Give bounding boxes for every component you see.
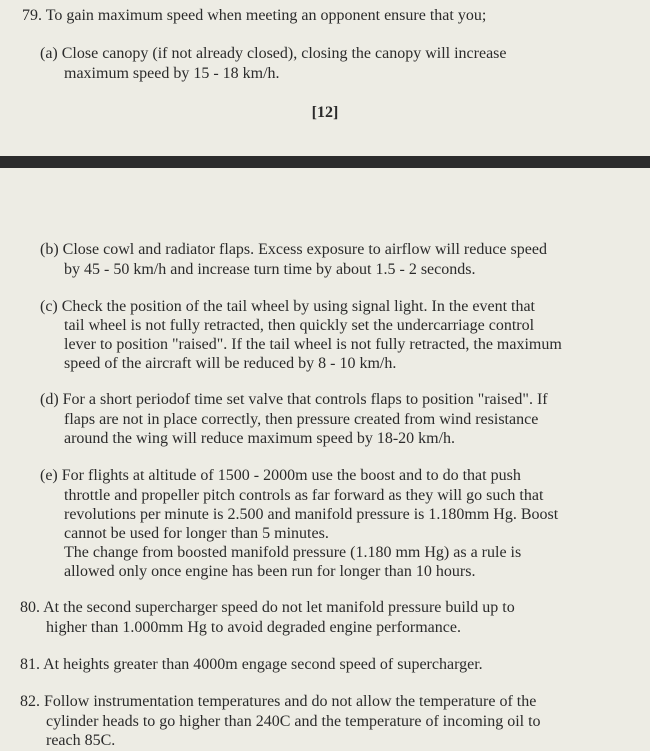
item-79c-line-1: (c) Check the position of the tail wheel by using signal light. In the event that [40, 298, 535, 315]
page-divider [0, 156, 650, 168]
item-79e-line-2: throttle and propeller pitch controls as far forward as they will go such that [64, 487, 544, 504]
item-79a-line-2: maximum speed by 15 - 18 km/h. [64, 65, 280, 82]
item-79e-line-3: revolutions per minute is 2.500 and manifold pressure is 1.180mm Hg. Boost [64, 506, 559, 523]
item-79d-line-2: flaps are not in place correctly, then pressure created from wind resistance [64, 411, 539, 428]
item-79-line-1: 79. To gain maximum speed when meeting an opponent ensure that you; [22, 7, 487, 24]
item-79d-line-1: (d) For a short periodof time set valve that controls flaps to position "raised". If [40, 391, 548, 408]
item-79b-line-2: by 45 - 50 km/h and increase turn time by about 1.5 - 2 seconds. [64, 261, 476, 278]
item-79d-line-3: around the wing will reduce maximum speed by 18-20 km/h. [64, 430, 456, 447]
item-80-line-1: 80. At the second supercharger speed do not let manifold pressure build up to [20, 599, 515, 616]
item-79b-line-1: (b) Close cowl and radiator flaps. Excess exposure to airflow will reduce speed [40, 241, 547, 258]
item-82-line-1: 82. Follow instrumentation temperatures and do not allow the temperature of the [20, 693, 537, 710]
item-82-line-2: cylinder heads to go higher than 240C and the temperature of incoming oil to [46, 713, 541, 730]
item-80-line-2: higher than 1.000mm Hg to avoid degraded engine performance. [46, 619, 461, 636]
item-79a-line-1: (a) Close canopy (if not already closed), closing the canopy will increase [40, 45, 507, 62]
item-79e-line-6: allowed only once engine has been run for longer than 10 hours. [64, 563, 476, 580]
page-number: [12] [311, 104, 339, 121]
item-79c-line-3: lever to position "raised". If the tail wheel is not fully retracted, the maximum [64, 336, 562, 353]
item-81-line-1: 81. At heights greater than 4000m engage second speed of supercharger. [20, 656, 483, 673]
item-79e-line-4: cannot be used for longer than 5 minutes. [64, 525, 329, 542]
item-82-line-3: reach 85C. [46, 732, 116, 749]
item-79e-line-1: (e) For flights at altitude of 1500 - 2000m use the boost and to do that push [40, 467, 521, 484]
item-79c-line-2: tail wheel is not fully retracted, then quickly set the undercarriage control [64, 317, 535, 334]
item-79e-line-5: The change from boosted manifold pressure (1.180 mm Hg) as a rule is [64, 544, 522, 561]
item-79c-line-4: speed of the aircraft will be reduced by 8 - 10 km/h. [64, 355, 397, 372]
